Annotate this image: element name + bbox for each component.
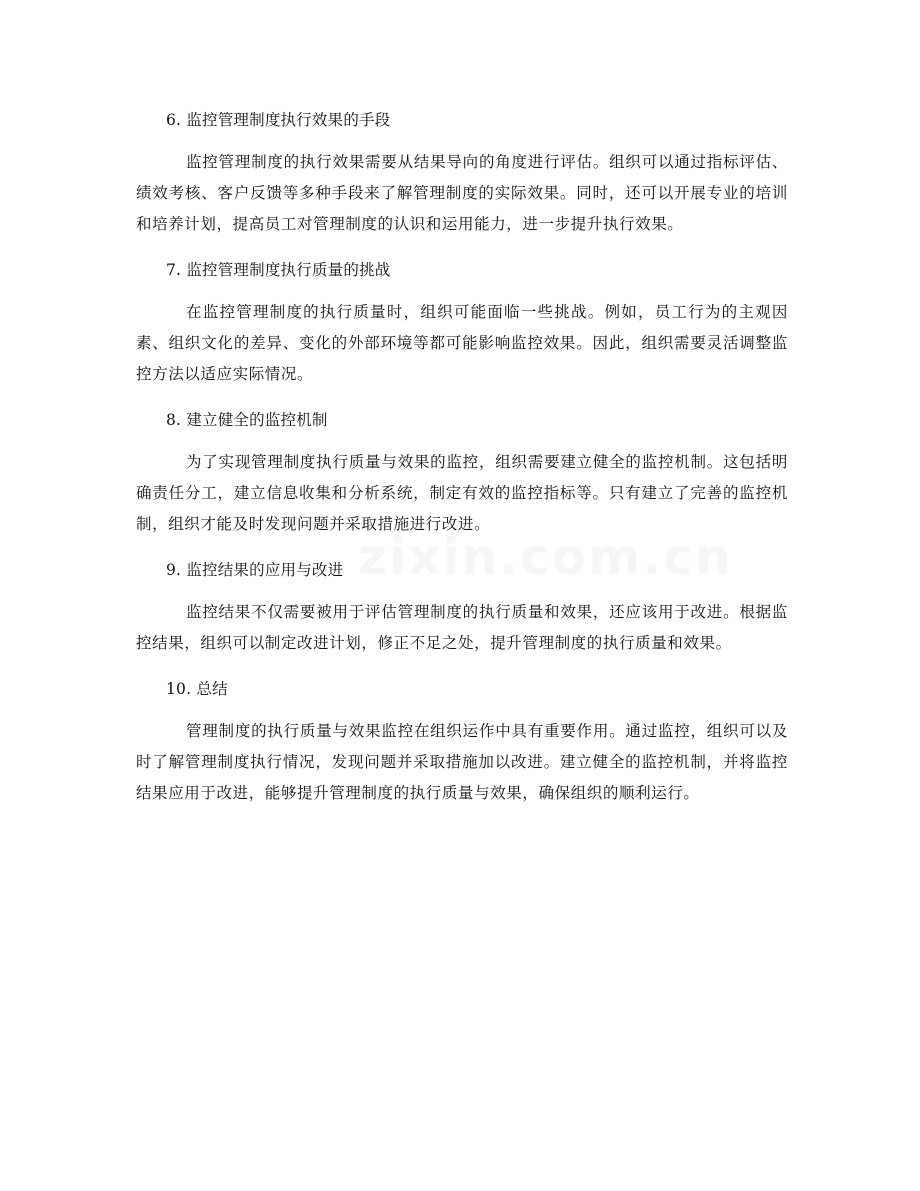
section-heading: 6. 监控管理制度执行效果的手段 (166, 111, 391, 129)
section-10 (136, 672, 788, 809)
section-paragraph: 管理制度的执行质量与效果监控在组织运作中具有重要作用。通过监控，组织可以及时了解管理制度执行情况，发现问题并采取措施加以改进。建立健全的监控机制，并将监控结果应用于改进，能够提升管理制度的执行质量与效果，确保组织的顺利运行。 (136, 722, 788, 802)
section-heading: 7. 监控管理制度执行质量的挑战 (166, 261, 391, 279)
section-7 (136, 253, 788, 390)
section-paragraph: 监控结果不仅需要被用于评估管理制度的执行质量和效果，还应该用于改进。根据监控结果，组织可以制定改进计划，修正不足之处，提升管理制度的执行质量和效果。 (136, 603, 788, 652)
section-6 (136, 103, 788, 240)
section-heading: 10. 总结 (166, 680, 228, 698)
section-paragraph: 为了实现管理制度执行质量与效果的监控，组织需要建立健全的监控机制。这包括明确责任分工，建立信息收集和分析系统，制定有效的监控指标等。只有建立了完善的监控机制，组织才能及时发现问题并采取措施进行改进。 (136, 453, 788, 533)
section-8 (136, 403, 788, 540)
section-heading: 9. 监控结果的应用与改进 (166, 561, 344, 579)
section-paragraph: 监控管理制度的执行效果需要从结果导向的角度进行评估。组织可以通过指标评估、绩效考核、客户反馈等多种手段来了解管理制度的实际效果。同时，还可以开展专业的培训和培养计划，提高员工对管理制度的认识和运用能力，进一步提升执行效果。 (136, 153, 788, 233)
section-9 (136, 553, 788, 659)
document-body (136, 103, 788, 822)
section-paragraph: 在监控管理制度的执行质量时，组织可能面临一些挑战。例如，员工行为的主观因素、组织文化的差异、变化的外部环境等都可能影响监控效果。因此，组织需要灵活调整监控方法以适应实际情况。 (136, 303, 788, 383)
section-heading: 8. 建立健全的监控机制 (166, 411, 328, 429)
